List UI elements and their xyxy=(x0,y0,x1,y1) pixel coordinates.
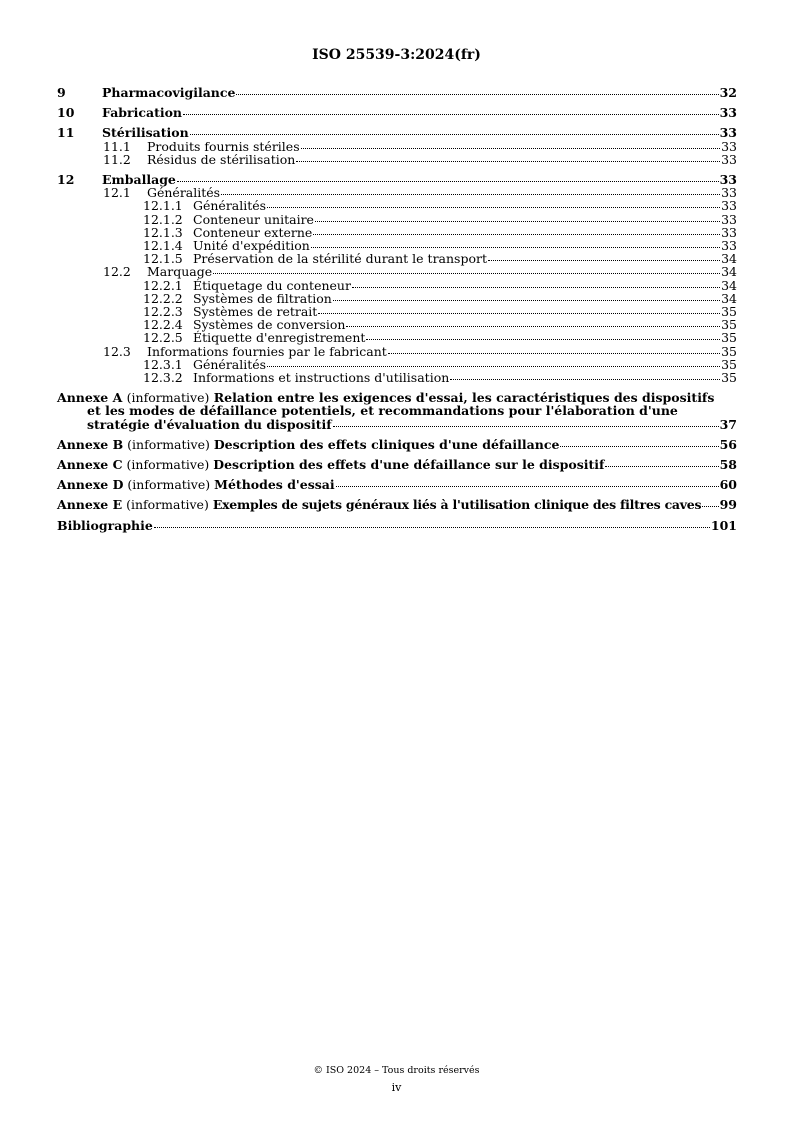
toc-number: 12.2.4 xyxy=(143,317,183,333)
toc-title: Généralités xyxy=(147,185,221,201)
dot-leader xyxy=(213,273,720,274)
toc-page: 35 xyxy=(721,370,737,386)
toc-number: 12.1.5 xyxy=(143,251,183,267)
toc-number: 12 xyxy=(57,172,75,188)
toc-page: 35 xyxy=(721,356,737,372)
toc-title: Résidus de stérilisation xyxy=(147,151,296,167)
toc-page: 35 xyxy=(721,317,737,333)
annex-label: Annexe E xyxy=(57,497,123,513)
toc-page: 33 xyxy=(721,138,737,154)
table-of-contents xyxy=(57,86,737,532)
toc-annex-a[interactable] xyxy=(57,391,737,431)
dot-leader xyxy=(267,366,720,367)
toc-number: 11.2 xyxy=(103,151,131,167)
toc-page: 35 xyxy=(721,304,737,320)
annex-informative: (informative) xyxy=(127,477,211,493)
toc-page: 34 xyxy=(721,264,737,280)
toc-page: 34 xyxy=(721,251,737,267)
toc-page: 33 xyxy=(721,151,737,167)
toc-number: 12.3 xyxy=(103,343,131,359)
toc-page: 34 xyxy=(721,277,737,293)
toc-number: 12.1 xyxy=(103,185,131,201)
toc-title: Pharmacovigilance xyxy=(102,85,236,100)
annex-label: Annexe D xyxy=(57,477,124,493)
bibliography-title: Bibliographie xyxy=(57,517,153,533)
annex-label: Annexe C xyxy=(57,457,123,473)
annex-label: Annexe B xyxy=(57,436,124,452)
dot-leader xyxy=(318,313,720,314)
toc-entry-12-1-1[interactable] xyxy=(57,199,737,212)
annex-informative: (informative) xyxy=(126,457,210,473)
toc-number: 12.1.2 xyxy=(143,211,183,227)
dot-leader xyxy=(313,234,720,235)
toc-title: Unité d'expédition xyxy=(193,238,310,254)
toc-entry-11-1[interactable] xyxy=(57,140,737,153)
toc-title: Étiquetage du conteneur xyxy=(193,277,351,293)
toc-number: 12.2 xyxy=(103,264,131,280)
dot-leader xyxy=(315,221,720,222)
toc-number: 12.1.3 xyxy=(143,224,183,240)
dot-leader xyxy=(190,134,719,135)
dot-leader xyxy=(296,161,720,162)
toc-page: 35 xyxy=(721,330,737,346)
toc-number: 12.3.2 xyxy=(143,370,183,386)
annex-title: Exemples de sujets généraux liés à l'utilisation clinique des filtres caves xyxy=(212,497,702,513)
toc-page: 33 xyxy=(721,198,737,214)
toc-page: 33 xyxy=(721,238,737,254)
dot-leader xyxy=(352,287,720,288)
dot-leader xyxy=(236,94,718,95)
toc-title: Informations et instructions d'utilisation xyxy=(193,370,450,386)
dot-leader xyxy=(488,260,720,261)
toc-title: Informations fournies par le fabricant xyxy=(147,343,387,359)
toc-page: 37 xyxy=(719,416,737,432)
annex-title-line3: stratégie d'évaluation du dispositif xyxy=(87,416,332,432)
dot-leader xyxy=(450,379,720,380)
toc-page: 58 xyxy=(719,457,737,473)
toc-title: Fabrication xyxy=(102,105,183,121)
toc-title: Préservation de la stérilité durant le transport xyxy=(193,251,487,267)
toc-page: 34 xyxy=(721,290,737,306)
toc-title: Emballage xyxy=(102,172,176,188)
toc-page: 101 xyxy=(710,517,737,533)
toc-title: Généralités xyxy=(193,198,267,214)
toc-number: 11 xyxy=(57,125,75,141)
dot-leader xyxy=(301,148,720,149)
annex-title-line1: Relation entre les exigences d'essai, les caractéristiques des dispositifs xyxy=(213,390,715,406)
toc-title: Conteneur externe xyxy=(193,224,313,240)
toc-entry-12-1-2[interactable] xyxy=(57,213,737,226)
annex-label: Annexe A xyxy=(57,390,123,406)
toc-title: Stérilisation xyxy=(102,125,189,141)
toc-title: Étiquette d'enregistrement xyxy=(193,330,366,346)
toc-title: Produits fournis stériles xyxy=(147,138,300,154)
toc-entry-12-2[interactable] xyxy=(57,265,737,278)
dot-leader xyxy=(336,486,719,487)
dot-leader xyxy=(560,446,718,447)
dot-leader xyxy=(333,300,720,301)
dot-leader xyxy=(311,247,720,248)
toc-number: 12.2.1 xyxy=(143,277,183,293)
footer-page-number: iv xyxy=(391,1081,402,1094)
toc-page: 33 xyxy=(719,125,737,141)
annex-title: Description des effets d'une défaillance sur le dispositif xyxy=(213,457,605,473)
footer-copyright: © ISO 2024 – Tous droits réservés xyxy=(313,1065,480,1076)
toc-page: 35 xyxy=(721,343,737,359)
dot-leader xyxy=(346,326,720,327)
annex-informative: (informative) xyxy=(126,390,210,406)
toc-entry-10[interactable] xyxy=(57,106,737,119)
toc-bibliography[interactable] xyxy=(57,519,737,532)
dot-leader xyxy=(366,339,720,340)
toc-entry-12-2-1[interactable] xyxy=(57,279,737,292)
toc-page: 99 xyxy=(719,497,737,513)
toc-number: 9 xyxy=(57,85,66,100)
toc-page: 56 xyxy=(719,436,737,452)
dot-leader xyxy=(183,114,719,115)
toc-page: 33 xyxy=(721,185,737,201)
toc-annex-e[interactable] xyxy=(57,498,737,511)
dot-leader xyxy=(154,527,710,528)
toc-annex-c[interactable] xyxy=(57,458,737,471)
dot-leader xyxy=(388,353,720,354)
toc-entry-12-2-5[interactable] xyxy=(57,331,737,344)
toc-annex-b[interactable] xyxy=(57,438,737,451)
toc-entry-11-2[interactable] xyxy=(57,153,737,166)
annex-informative: (informative) xyxy=(126,497,209,513)
dot-leader xyxy=(333,426,719,427)
dot-leader xyxy=(267,207,720,208)
toc-entry-9[interactable] xyxy=(57,86,737,99)
annex-title: Description des effets cliniques d'une défaillance xyxy=(213,436,560,452)
toc-title: Systèmes de conversion xyxy=(193,317,346,333)
dot-leader xyxy=(702,506,718,507)
toc-number: 12.2.3 xyxy=(143,304,183,320)
toc-number: 11.1 xyxy=(103,138,131,154)
toc-title: Systèmes de retrait xyxy=(193,304,318,320)
toc-annex-d[interactable] xyxy=(57,478,737,491)
annex-informative: (informative) xyxy=(127,436,210,452)
toc-title: Systèmes de filtration xyxy=(193,290,332,306)
document-header: ISO 25539-3:2024(fr) xyxy=(312,47,481,63)
toc-title: Marquage xyxy=(147,264,213,280)
toc-number: 12.2.2 xyxy=(143,290,183,306)
toc-page: 32 xyxy=(719,85,737,100)
toc-entry-12-3-2[interactable] xyxy=(57,371,737,384)
toc-number: 12.1.1 xyxy=(143,198,183,214)
toc-title: Généralités xyxy=(193,356,267,372)
toc-number: 12.1.4 xyxy=(143,238,183,254)
annex-title-line2: et les modes de défaillance potentiels, et recommandations pour l'élaboration d'une xyxy=(87,403,678,419)
toc-number: 12.3.1 xyxy=(143,356,183,372)
toc-entry-11[interactable] xyxy=(57,126,737,139)
toc-title: Conteneur unitaire xyxy=(193,211,314,227)
toc-page: 60 xyxy=(719,477,737,493)
dot-leader xyxy=(221,194,720,195)
dot-leader xyxy=(605,466,718,467)
toc-page: 33 xyxy=(719,172,737,188)
dot-leader xyxy=(177,181,719,182)
toc-page: 33 xyxy=(719,105,737,121)
toc-number: 12.2.5 xyxy=(143,330,183,346)
toc-page: 33 xyxy=(721,211,737,227)
toc-page: 33 xyxy=(721,224,737,240)
toc-entry-12-3[interactable] xyxy=(57,345,737,358)
toc-number: 10 xyxy=(57,105,75,121)
annex-title: Méthodes d'essai xyxy=(214,477,335,493)
